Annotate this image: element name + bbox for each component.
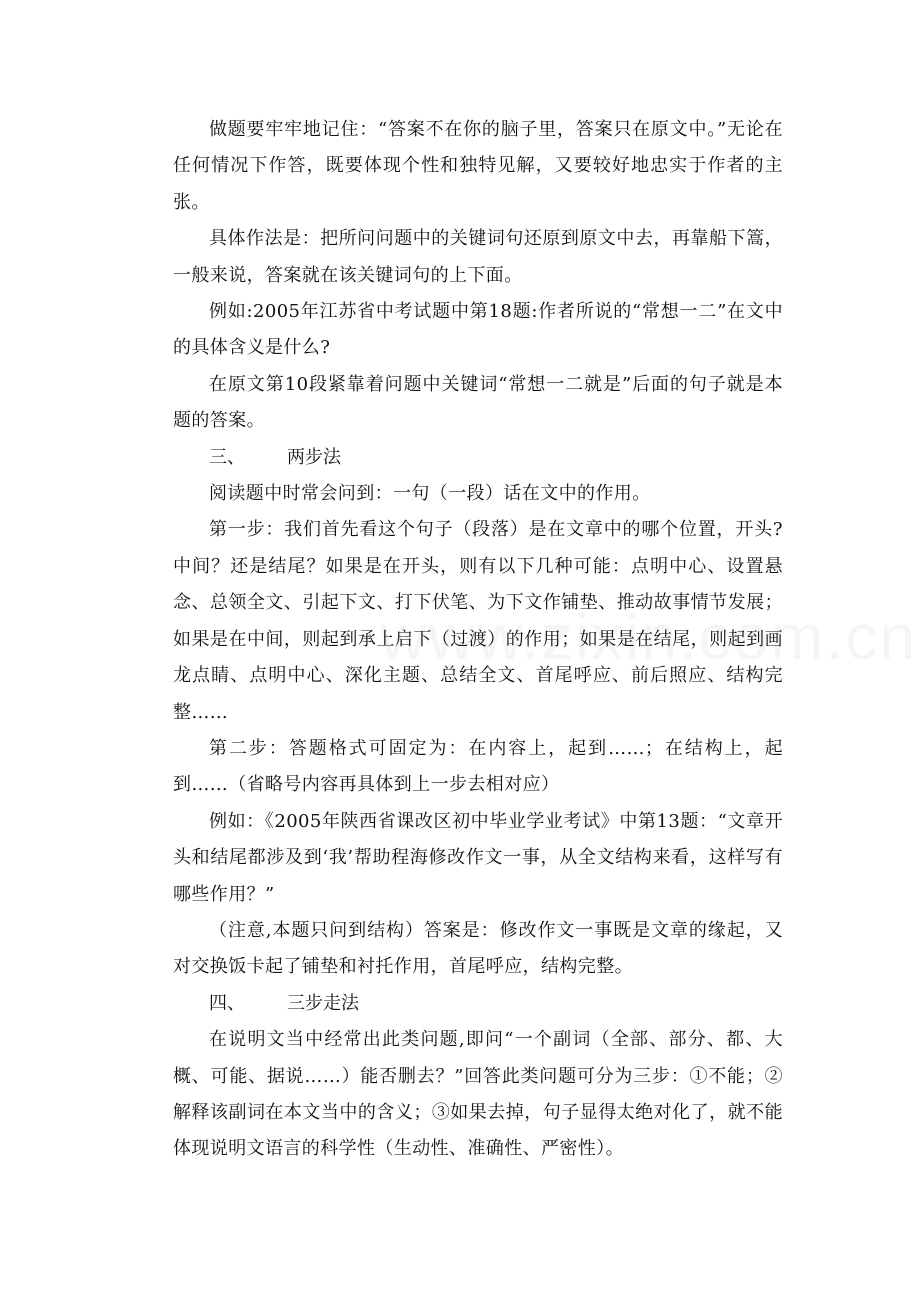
- section-number: 四、: [209, 992, 245, 1014]
- paragraph-example-jiangsu: 例如:2005年江苏省中考试题中第18题:作者所说的“常想一二”在文中的具体含义是什么?: [173, 301, 783, 359]
- section-title: 三步走法: [287, 992, 359, 1014]
- section-heading-three: [173, 440, 783, 476]
- paragraph-answer-structure: （注意,本题只问到结构）答案是：修改作文一事既是文章的缘起，又对交换饭卡起了铺垫和衬托作用，首尾呼应，结构完整。: [173, 919, 783, 978]
- paragraph-function-question: 阅读题中时常会问到：一句（一段）话在文中的作用。: [209, 483, 651, 505]
- paragraph-method: 具体作法是：把所问问题中的关键词句还原到原文中去，再靠船下篙，一般来说，答案就在该关键词句的上下面。: [173, 228, 783, 286]
- section-number: 三、: [209, 446, 245, 468]
- document-body: [173, 112, 783, 1168]
- paragraph-step-two: 第二步：答题格式可固定为：在内容上，起到……；在结构上，起到……（省略号内容再具体到上一步去相对应）: [173, 737, 783, 796]
- paragraph-example-shaanxi: 例如：《2005年陕西省课改区初中毕业学业考试》中第13题：“文章开头和结尾都涉及到‘我’帮助程海修改作文一事，从全文结构来看，这样写有哪些作用？”: [173, 810, 783, 905]
- paragraph-step-one: 第一步：我们首先看这个句子（段落）是在文章中的哪个位置，开头?中间？还是结尾？如果是在开头，则有以下几种可能：点明中心、设置悬念、总领全文、引起下文、打下伏笔、为下文作铺垫、推动故事情节发展；如果是在中间，则起到承上启下（过渡）的作用；如果是在结尾，则起到画龙点睛、点明中心、深化主题、总结全文、首尾呼应、前后照应、结构完整……: [173, 519, 783, 723]
- section-title: 两步法: [287, 446, 341, 468]
- section-heading-four: [173, 986, 783, 1022]
- paragraph-adverb-question: 在说明文当中经常出此类问题,即问“一个副词（全部、部分、都、大概、可能、据说……）能否删去？”回答此类问题可分为三步：①不能；②解释该副词在本文当中的含义；③如果去掉，句子显得太绝对化了，就不能体现说明文语言的科学性（生动性、准确性、严密性）。: [173, 1029, 783, 1160]
- paragraph-answer-in-text: 做题要牢牢地记住：“答案不在你的脑子里，答案只在原文中。”无论在任何情况下作答，既要体现个性和独特见解，又要较好地忠实于作者的主张。: [173, 119, 783, 213]
- paragraph-answer-location: 在原文第10段紧靠着问题中关键词“常想一二就是”后面的句子就是本题的答案。: [173, 373, 783, 432]
